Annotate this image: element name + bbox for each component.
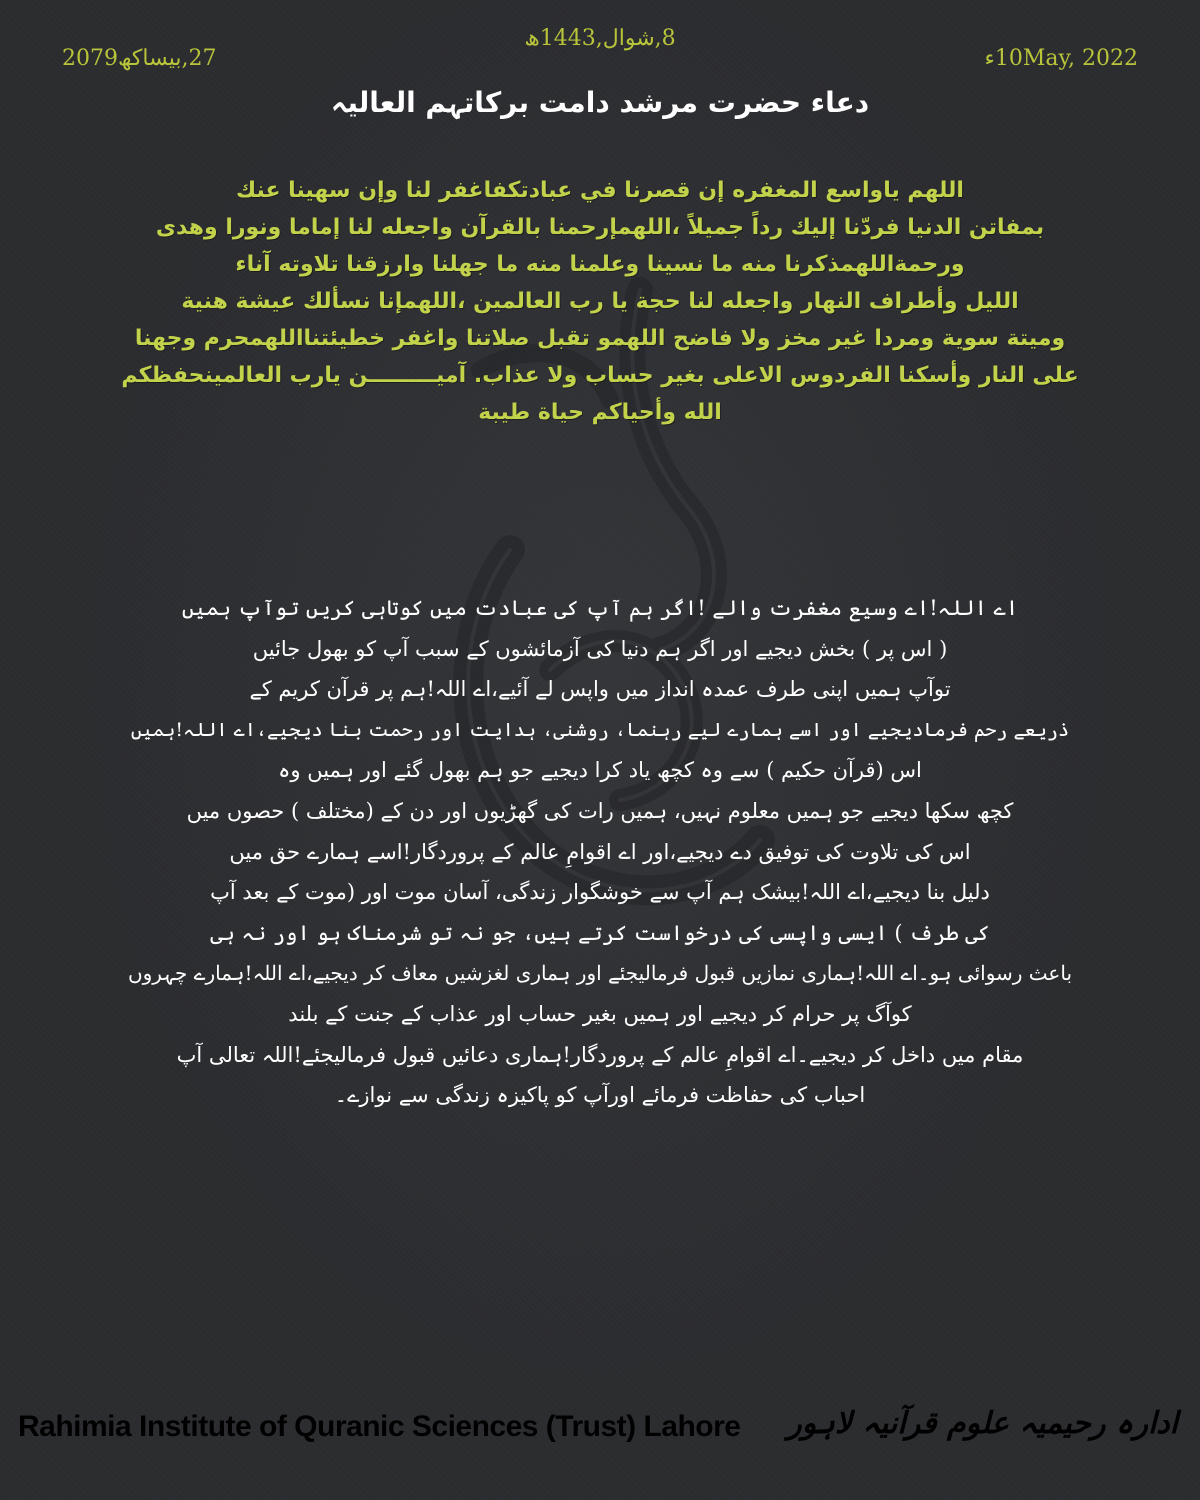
arabic-line: اللهم ياواسع المغفره إن قصرنا في عبادتكفاغفر لنا وإن سهينا عنك — [236, 178, 964, 203]
arabic-line: وميتة سوية ومردا غير مخز ولا فاضح اللهمو تقبل صلاتنا واغفر خطيئتنااللهمحرم وجهنا — [134, 326, 1066, 351]
urdu-line: اس کی تلاوت کی توفیق دے دیجیے،اور اے اقوامِ عالم کے پروردگار!اسے ہمارے حق میں — [229, 839, 971, 864]
urdu-translation — [120, 588, 1080, 1116]
urdu-line: کی طرف ) ایسی واپسی کی درخواست کرتے ہیں، جو نہ تو شرمناک ہو اور نہ ہی — [210, 920, 990, 945]
arabic-line: الله وأحياكم حياة طيبة — [478, 400, 722, 425]
gregorian-date: 10May, 2022ء — [984, 46, 1138, 71]
urdu-line: مقام میں داخل کر دیجیے۔اے اقوامِ عالم کے پروردگار!ہماری دعائیں قبول فرمالیجئے!اللہ تعالی آپ — [176, 1042, 1024, 1067]
institute-name: Rahimia Institute of Quranic Sciences (Trust) Lahore — [18, 1410, 741, 1443]
arabic-line: بمفاتن الدنيا فردّنا إليك رداً جميلاً ،اللهمإرحمنا بالقرآن واجعله لنا إماما ونورا وهدى — [155, 215, 1045, 240]
urdu-line: کوآگ پر حرام کر دیجیے اور ہمیں بغیر حساب اور عذاب کے جنت کے بلند — [288, 1001, 912, 1026]
urdu-line: باعث رسوائی ہو۔اے اللہ!ہماری نمازیں قبول فرمالیجئے اور ہماری لغزشیں معاف کر دیجیے،اے اللہ!ہمارے چہروں — [127, 961, 1073, 986]
urdu-line: توآپ ہمیں اپنی طرف عمدہ انداز میں واپس لے آئیے،اے اللہ!ہم پر قرآن کریم کے — [249, 677, 951, 702]
arabic-line: ورحمةاللهمذكرنا منه ما نسينا وعلمنا منه ما جهلنا وارزقنا تلاوته آناء — [235, 252, 965, 277]
urdu-line: اے اللہ!اے وسیع مغفرت والے !اگر ہم آپ کی عبادت میں کوتاہی کریں توآپ ہمیں — [181, 596, 1019, 620]
urdu-line: ذریعے رحم فرمادیجیے اور اسے ہمارے لیے رہنما، روشنی، ہدایت اور رحمت بنا دیجیے،اے اللہ!ہمیں — [130, 718, 1070, 741]
urdu-line: دلیل بنا دیجیے،اے اللہ!بیشک ہم آپ سے خوشگوار زندگی، آسان موت اور (موت کے بعد آپ — [210, 880, 990, 905]
arabic-line: على النار وأسكنا الفردوس الاعلى بغير حساب ولا عذاب. آميـــــــــن يارب العالمينحفظكم — [121, 363, 1079, 388]
urdu-line: ( اس پر ) بخش دیجیے اور اگر ہم دنیا کی آزمائشوں کے سبب آپ کو بھول جائیں — [252, 636, 948, 661]
urdu-line: احباب کی حفاظت فرمائے اورآپ کو پاکیزہ زندگی سے نوازے۔ — [334, 1083, 866, 1108]
urdu-line: اس (قرآن حکیم ) سے وہ کچھ یاد کرا دیجیے جو ہم بھول گئے اور ہمیں وہ — [278, 758, 922, 783]
arabic-line: الليل وأطراف النهار واجعله لنا حجة يا رب العالمين ،اللهمإنا نسألك عيشة هنية — [181, 289, 1019, 314]
urdu-line: کچھ سکھا دیجیے جو ہمیں معلوم نہیں، ہمیں رات کی گھڑیوں اور دن کے (مختلف ) حصوں میں — [186, 798, 1014, 823]
hijri-date: 8,شوال,1443ھ — [524, 26, 676, 51]
institute-logo: ادارہ رحیمیہ علوم قرآنیہ لاہور — [787, 1406, 1178, 1441]
footer — [0, 1400, 1200, 1490]
page-title: دعاء حضرت مرشد دامت برکاتہم العالیہ — [330, 86, 870, 119]
bikrami-date: 27,بیساکھ2079 — [62, 46, 217, 71]
arabic-dua — [90, 172, 1110, 431]
